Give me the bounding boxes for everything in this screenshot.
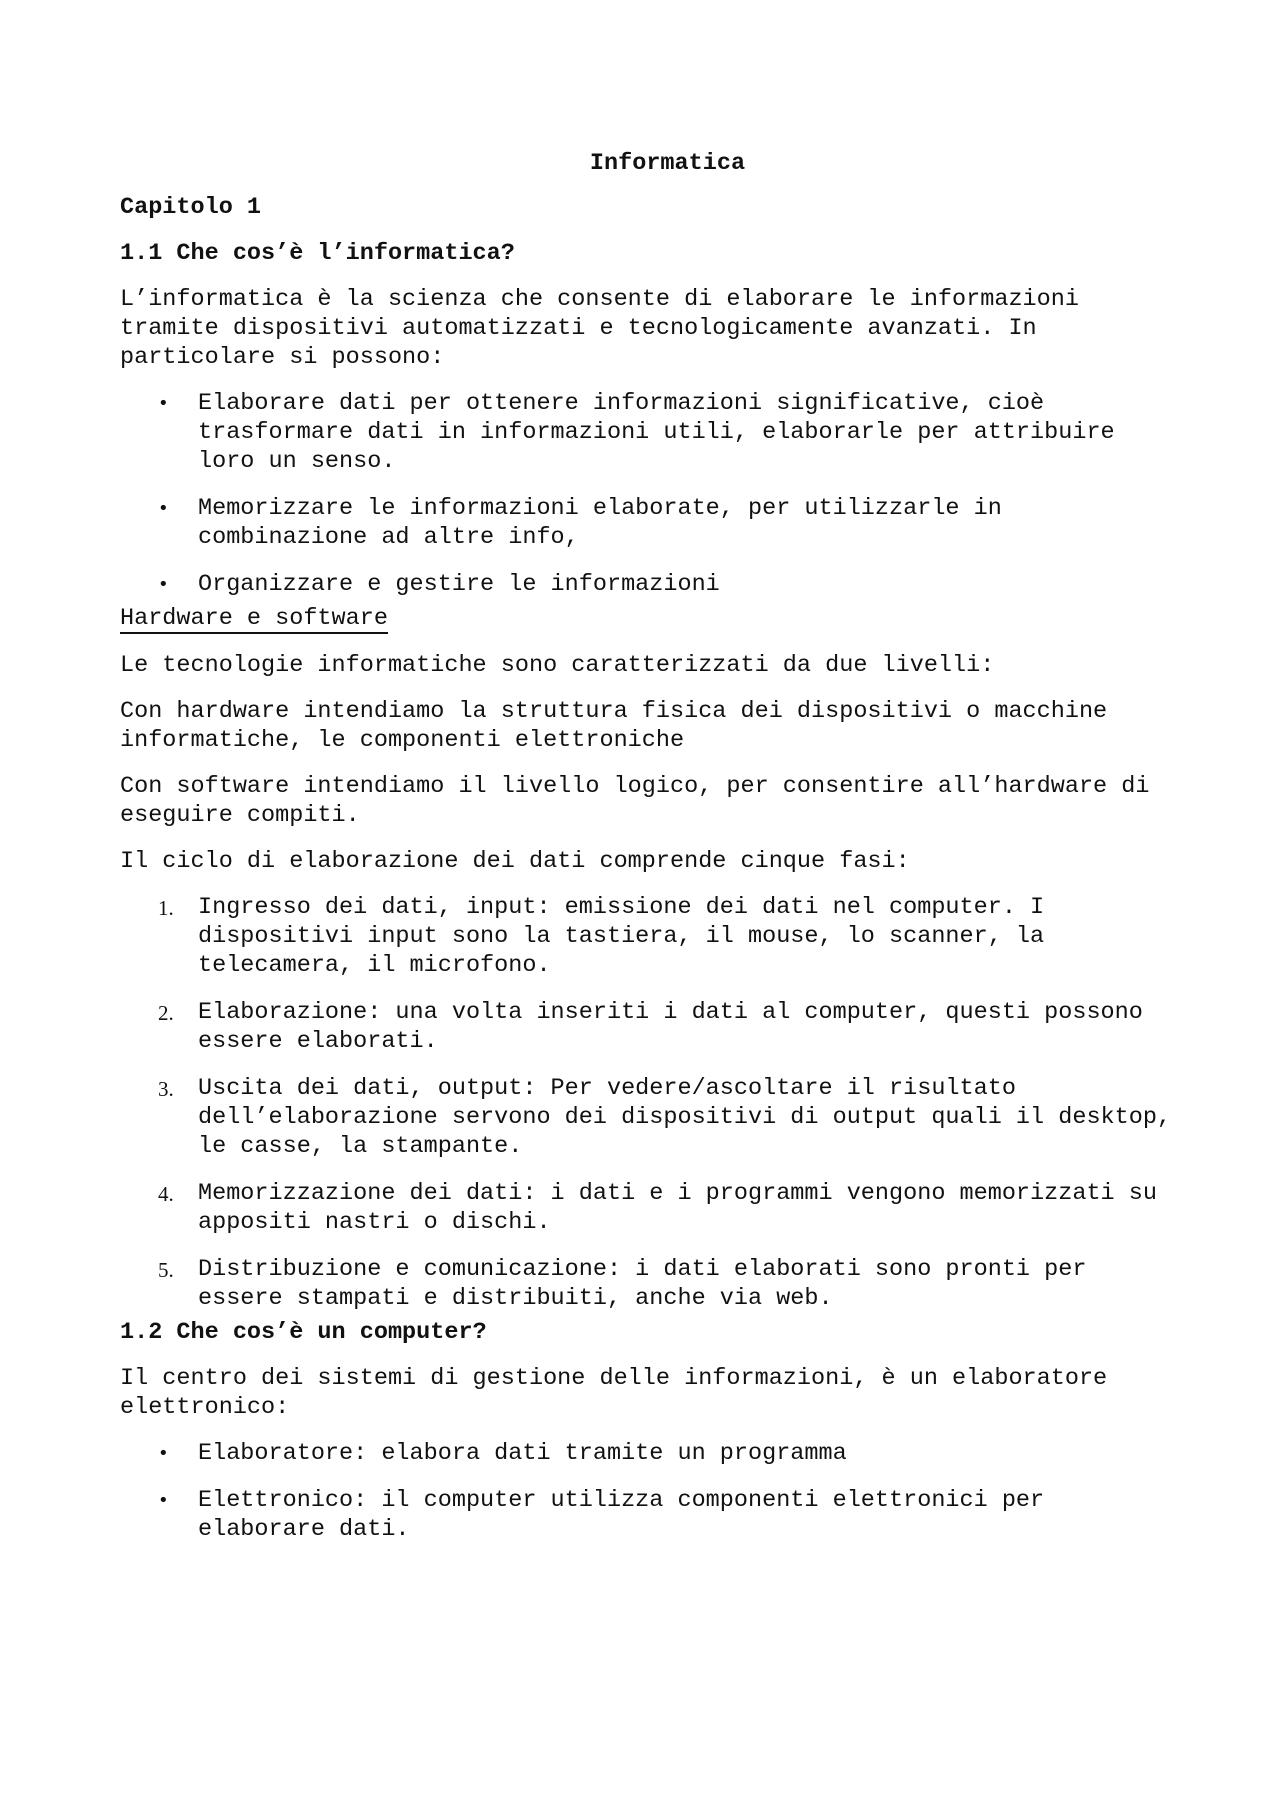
list-number: 3. bbox=[158, 1077, 174, 1101]
list-item bbox=[120, 570, 1180, 599]
section-2-heading: 1.2 Che cos’è un computer? bbox=[120, 1319, 487, 1346]
list-item-text: Organizzare e gestire le informazioni bbox=[198, 571, 720, 598]
list-item bbox=[120, 1439, 1180, 1468]
list-item-text: Distribuzione e comunicazione: i dati elaborati sono pronti per essere stampati e distribuiti, anche via web. bbox=[198, 1256, 1087, 1312]
list-number: 4. bbox=[158, 1182, 174, 1206]
list-item bbox=[120, 494, 1180, 552]
list-item-text: Memorizzazione dei dati: i dati e i programmi vengono memorizzati su appositi nastri o dischi. bbox=[198, 1180, 1157, 1236]
list-item-text: Uscita dei dati, output: Per vedere/ascoltare il risultato dell’elaborazione servono dei dispositivi di output quali il desktop, le casse, la stampante. bbox=[198, 1075, 1172, 1160]
bullet-icon: • bbox=[158, 498, 169, 519]
hardware-paragraph: Con hardware intendiamo la struttura fisica dei dispositivi o macchine informatiche, le componenti elettroniche bbox=[120, 698, 1108, 754]
hardware-software-subheading: Hardware e software bbox=[120, 605, 388, 632]
list-item bbox=[120, 893, 1180, 980]
list-item-text: Elaborare dati per ottenere informazioni significative, cioè trasformare dati in informazioni utili, elaborarle per attribuire loro un senso. bbox=[198, 390, 1115, 475]
list-item-text: Elaboratore: elabora dati tramite un programma bbox=[198, 1440, 847, 1467]
list-item-text: Elettronico: il computer utilizza componenti elettronici per elaborare dati. bbox=[198, 1487, 1045, 1543]
section-1-bullet-list bbox=[120, 389, 1180, 599]
software-paragraph: Con software intendiamo il livello logico, per consentire all’hardware di eseguire compiti. bbox=[120, 773, 1150, 829]
processing-steps-list bbox=[120, 893, 1180, 1313]
document-content bbox=[120, 149, 1180, 1562]
list-item bbox=[120, 1179, 1180, 1237]
section-1-intro: L’informatica è la scienza che consente di elaborare le informazioni tramite dispositivi automatizzati e tecnologicamente avanzati. In particolare si possono: bbox=[120, 286, 1079, 371]
list-number: 1. bbox=[158, 896, 174, 920]
section-1-heading: 1.1 Che cos’è l’informatica? bbox=[120, 240, 515, 267]
list-item-text: Ingresso dei dati, input: emissione dei dati nel computer. I dispositivi input sono la tastiera, il mouse, lo scanner, la telecamera, il microfono. bbox=[198, 894, 1045, 979]
document-title: Informatica bbox=[589, 150, 746, 177]
levels-paragraph: Le tecnologie informatiche sono caratterizzati da due livelli: bbox=[120, 652, 995, 679]
list-item bbox=[120, 998, 1180, 1056]
list-item-text: Elaborazione: una volta inseriti i dati al computer, questi possono essere elaborati. bbox=[198, 999, 1143, 1055]
bullet-icon: • bbox=[158, 393, 169, 414]
section-2-bullet-list bbox=[120, 1439, 1180, 1544]
list-number: 2. bbox=[158, 1001, 174, 1025]
cycle-paragraph: Il ciclo di elaborazione dei dati comprende cinque fasi: bbox=[120, 848, 910, 875]
bullet-icon: • bbox=[158, 574, 169, 595]
list-item bbox=[120, 1255, 1180, 1313]
chapter-heading: Capitolo 1 bbox=[120, 194, 262, 221]
bullet-icon: • bbox=[158, 1443, 169, 1464]
list-number: 5. bbox=[158, 1258, 174, 1282]
list-item bbox=[120, 1074, 1180, 1161]
bullet-icon: • bbox=[158, 1490, 169, 1511]
section-2-intro: Il centro dei sistemi di gestione delle informazioni, è un elaboratore elettronico: bbox=[120, 1365, 1108, 1421]
list-item bbox=[120, 389, 1180, 476]
list-item bbox=[120, 1486, 1180, 1544]
list-item-text: Memorizzare le informazioni elaborate, per utilizzarle in combinazione ad altre info, bbox=[198, 495, 1002, 551]
